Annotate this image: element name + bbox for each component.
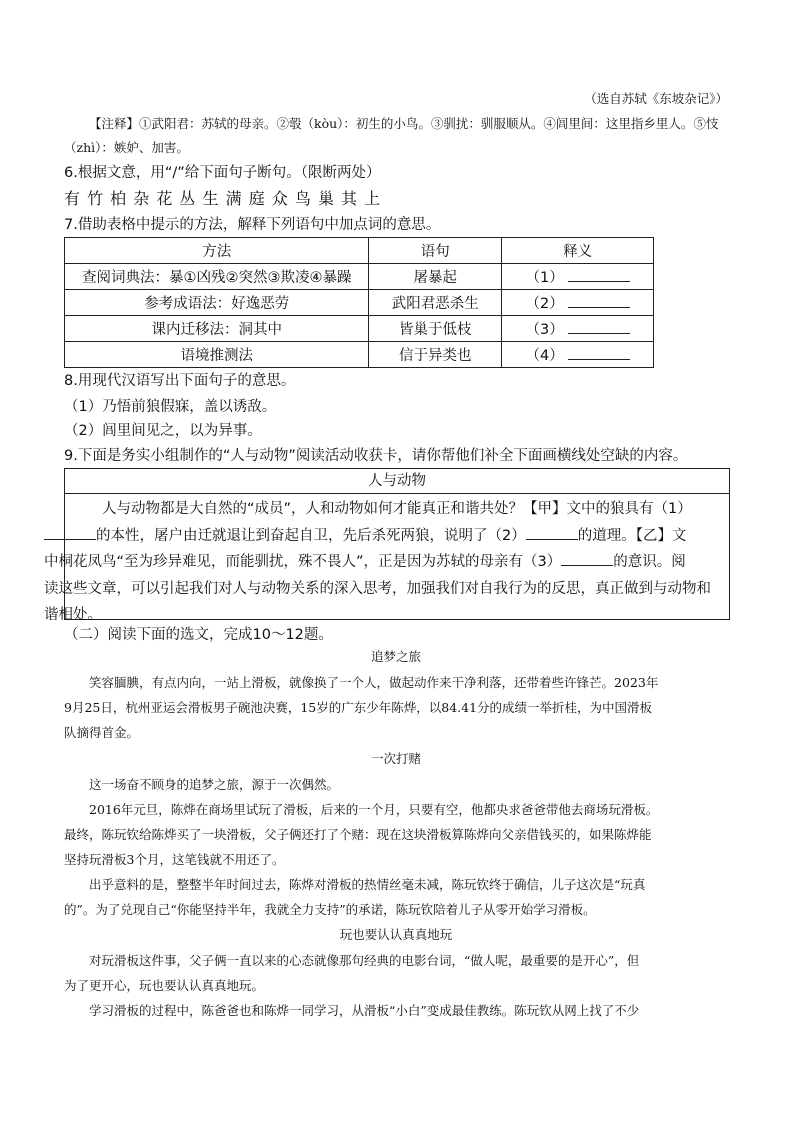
article-line: 学习滑板的过程中，陈爸爸也和陈烨一同学习，从滑板“小白”变成最佳教练。陈玩钦从网上找了不少: [89, 1003, 640, 1018]
answer-cell: [502, 342, 654, 368]
article-line: 出乎意料的是，整整半年时间过去，陈烨对滑板的热情丝毫未减，陈玩钦终于确信，儿子这次是“玩真: [89, 877, 646, 892]
sentence-cell: 信于异类也: [369, 342, 502, 368]
answer-blank[interactable]: [568, 345, 630, 360]
article-line: 的”。为了兑现自己“你能坚持半年，我就全力支持”的承诺，陈玩钦陪着儿子从零开始学习滑板。: [64, 902, 596, 917]
article-line: 最终，陈玩钦给陈烨买了一块滑板，父子俩还打了个赌：现在这块滑板算陈烨向父亲借钱买的，如果陈烨能: [64, 827, 652, 842]
subheading-bet: 一次打赌: [370, 751, 421, 766]
sentence-cell: 皆巢于低枝: [369, 316, 502, 342]
card-text: 读这些文章，可以引起我们对人与动物关系的深入思考，加强我们对自我行为的反思，真正做到与动物和: [44, 580, 711, 597]
article-line: 对玩滑板这件事，父子俩一直以来的心态就像那句经典的电影台词，“做人呢，最重要的是开心”，但: [89, 953, 640, 968]
answer-number: （3）: [525, 322, 564, 338]
q8-prompt: 8.用现代汉语写出下面句子的意思。: [64, 373, 296, 389]
card-text: 的道理。【乙】文: [577, 527, 687, 544]
card-text: 谐相处。: [44, 607, 102, 623]
q9-prompt: 9.下面是务实小组制作的“人与动物”阅读活动收获卡，请你帮他们补全下面画横线处空缺的内容。: [64, 448, 688, 464]
section-bet: [64, 772, 728, 922]
table-row: [65, 264, 654, 290]
answer-number: （4）: [525, 348, 564, 364]
sentence-cell: 武阳君恶杀生: [369, 290, 502, 316]
answer-number: （2）: [525, 296, 564, 312]
method-cell: 参考成语法：好逸恶劳: [65, 290, 369, 316]
q7-prompt: 7.借助表格中提示的方法，解释下列语句中加点词的意思。: [64, 217, 441, 233]
answer-blank[interactable]: [568, 267, 630, 282]
answer-cell: [502, 290, 654, 316]
q6-prompt: 6.根据文意，用“/”给下面句子断句。（限断两处）: [64, 165, 381, 181]
q8-item-1: （1）乃悟前狼假寐，盖以诱敌。: [64, 399, 277, 415]
method-cell: 语境推测法: [65, 342, 369, 368]
table-header: 方法: [65, 238, 369, 264]
article-line: 2016年元旦，陈烨在商场里试玩了滑板，后来的一个月，只要有空，他都央求爸爸带他去商场玩滑板。: [89, 802, 659, 817]
answer-blank[interactable]: [568, 293, 630, 308]
annotation-note: 【注释】①武阳君：苏轼的母亲。②彀（kòu）：初生的小鸟。③驯扰：驯服顺从。④闾里间：这里指乡里人。⑤忮（zhì）：嫉妒、加害。: [64, 116, 719, 155]
method-cell: 查阅词典法：暴①凶残②突然③欺凌④暴躁: [65, 264, 369, 290]
card-text: 人与动物都是大自然的“成员”，人和动物如何才能真正和谐共处？【甲】文中的狼具有（1）: [102, 501, 692, 517]
article-line: 为了更开心，玩也要认认真真地玩。: [64, 978, 265, 993]
article-line: 这一场奋不顾身的追梦之旅，源于一次偶然。: [89, 777, 340, 792]
article-line: 坚持玩滑板3个月，这笔钱就不用还了。: [64, 852, 285, 867]
article-line: 9月25日，杭州亚运会滑板男子碗池决赛，15岁的广东少年陈烨，以84.41分的成绩一举折桂，为中国滑板: [64, 700, 653, 715]
answer-cell: [502, 264, 654, 290]
source-citation: （选自苏轼《东坡杂记》）: [584, 91, 728, 106]
card-text: 的本性，屠户由迁就退让到奋起自卫，先后杀死两狼，说明了（2）: [96, 527, 526, 544]
answer-number: （1）: [525, 270, 564, 286]
table-header-row: [65, 238, 654, 264]
article-line: 笑容腼腆，有点内向，一站上滑板，就像换了一个人，做起动作来干净利落，还带着些许锋芒。2023年: [89, 675, 659, 690]
card-title: 人与动物: [65, 469, 729, 494]
table-row: [65, 316, 654, 342]
fill-blank-2[interactable]: [526, 525, 578, 540]
q6-sentence: 有 竹 柏 杂 花 丛 生 满 庭 众 鸟 巢 其 上: [64, 189, 382, 208]
q8-item-2: （2）闾里间见之，以为异事。: [64, 423, 262, 439]
method-cell: 课内迁移法：洞其中: [65, 316, 369, 342]
table-header: 语句: [369, 238, 502, 264]
card-body: [44, 494, 729, 629]
section-heading: （二）阅读下面的选文，完成10～12题。: [64, 627, 333, 643]
table-row: [65, 342, 654, 368]
table-row: [65, 290, 654, 316]
card-text: 中桐花凤鸟“至为珍异难见，而能驯扰，殊不畏人”，正是因为苏轼的母亲有（3）: [44, 554, 562, 570]
method-table: [64, 237, 654, 368]
answer-blank[interactable]: [568, 319, 630, 334]
fill-blank-3[interactable]: [561, 551, 613, 566]
sentence-cell: 屠暴起: [369, 264, 502, 290]
table-header: 释义: [502, 238, 654, 264]
card-text: 的意识。阅: [613, 554, 686, 570]
section-play: [64, 948, 728, 1023]
article-intro: [64, 670, 728, 745]
subheading-play: 玩也要认认真真地玩: [339, 927, 453, 942]
article-title: 追梦之旅: [370, 649, 421, 664]
article-line: 队摘得首金。: [64, 725, 140, 740]
answer-cell: [502, 316, 654, 342]
reading-card: [44, 468, 730, 623]
fill-blank-1[interactable]: [44, 525, 96, 540]
